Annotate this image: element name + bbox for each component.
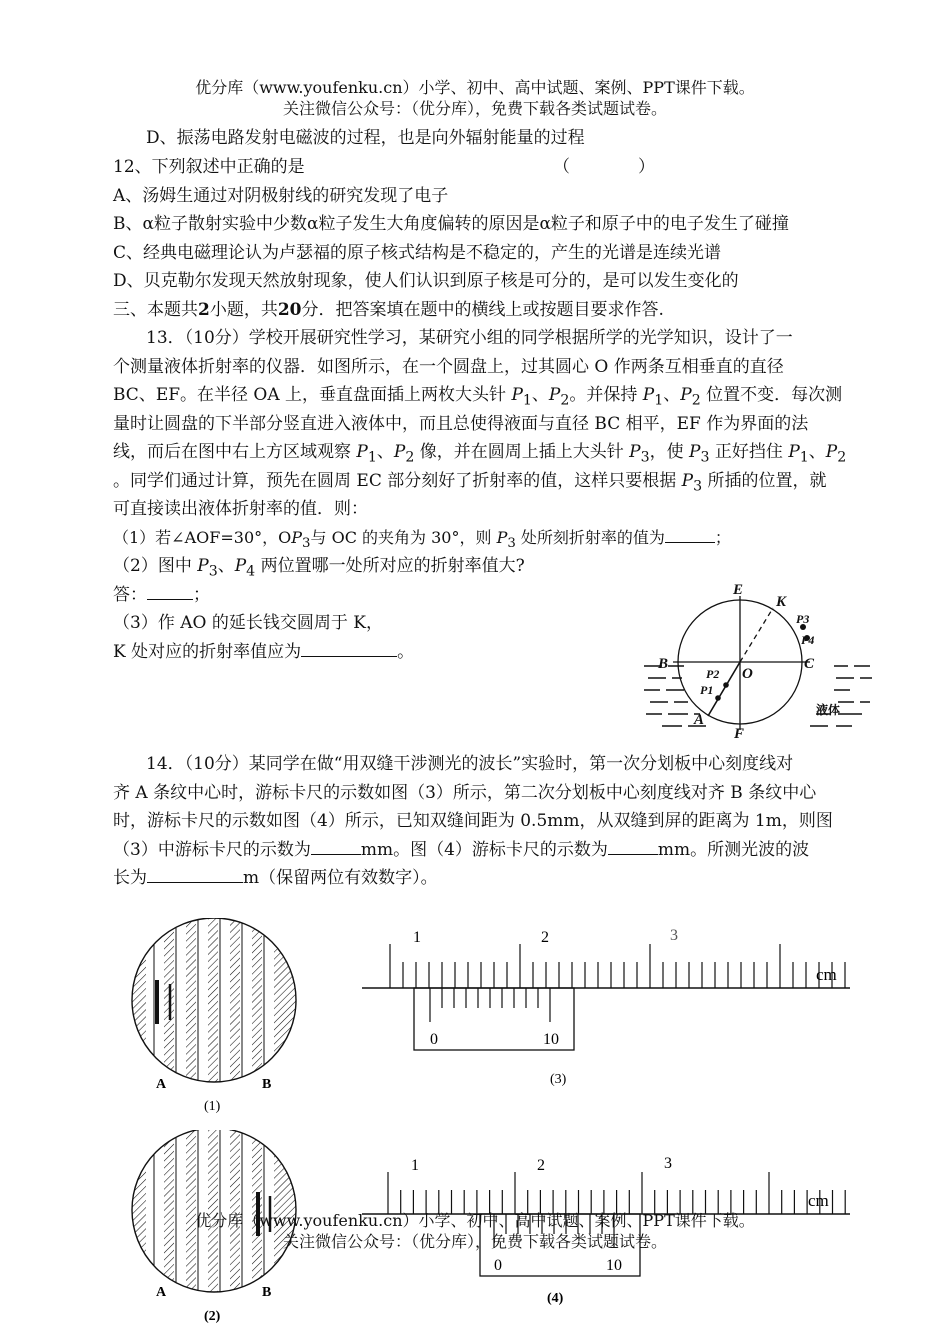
pin-p: P <box>689 442 701 462</box>
vernier-label-10: 10 <box>606 1257 622 1274</box>
pin-p: P <box>393 442 406 462</box>
pin-p: P <box>680 385 692 405</box>
t: 、 <box>531 385 549 405</box>
label-liquid: 液体 <box>816 703 841 717</box>
t: 与 OC 的夹角为 30°，则 <box>310 528 497 547</box>
section-3-title <box>113 296 903 325</box>
t: ； <box>714 528 731 547</box>
liquid-waves <box>644 666 872 726</box>
q12-option-c: C、经典电磁理论认为卢瑟福的原子核式结构是不稳定的，产生的光谱是连续光谱 <box>113 243 722 263</box>
answer-blank[interactable] <box>311 836 361 855</box>
header-line-1: 优分库（www.youfenku.cn）小学、初中、高中试题、案例、PPT课件下载。 <box>195 78 755 97</box>
label-p1: P1 <box>700 683 714 697</box>
answer-blank[interactable] <box>301 638 397 657</box>
sub: 3 <box>302 536 311 552</box>
sub: 2 <box>405 449 415 466</box>
sub: 4 <box>246 563 256 580</box>
t: 正好挡住 <box>709 442 789 462</box>
section-score: 20 <box>277 300 302 320</box>
unit-label: cm <box>808 1191 829 1210</box>
t: 、 <box>376 442 394 462</box>
answer-blank[interactable] <box>147 581 193 600</box>
fringe-figure-1 <box>124 918 309 1118</box>
pin-p: P <box>496 528 508 547</box>
label-a: A <box>694 712 705 728</box>
t: 。并保持 <box>569 385 643 405</box>
t: 、 <box>663 385 681 405</box>
t: m（保留两位有效数字）。 <box>243 868 438 888</box>
pin-p: P <box>197 556 209 576</box>
label-k: K <box>776 594 787 610</box>
main-tick-label-1: 1 <box>413 929 421 946</box>
answer-blank[interactable] <box>665 524 715 543</box>
fringe-caption-1: (1) <box>204 1099 221 1114</box>
q14-line-3: 时，游标卡尺的示数如图（4）所示，已知双缝间距为 0.5mm，从双缝到屏的距离为 1m，则图 <box>113 811 833 831</box>
sub: 3 <box>700 449 710 466</box>
t: 两位置哪一处所对应的折射率值大? <box>255 556 525 576</box>
pin-p: P <box>548 385 561 405</box>
sub: 2 <box>560 392 570 409</box>
t: 线，而后在图中右上方区域观察 <box>113 442 357 462</box>
sub: 2 <box>837 449 847 466</box>
t: （3）中游标卡尺的示数为 <box>113 840 311 860</box>
q14-line-2: 齐 A 条纹中心时，游标卡尺的示数如图（3）所示，第二次分划板中心刻度线对齐 B 条纹中心 <box>113 783 817 803</box>
sub: 1 <box>522 392 532 409</box>
vernier-caption-4: (4) <box>547 1291 564 1306</box>
t: BC、EF。在半径 OA 上，垂直盘面插上两枚大头针 <box>113 385 512 405</box>
fringe-label-a: A <box>156 1285 167 1300</box>
section-title-c: 分．把答案填在题中的横线上或按题目要求作答. <box>301 300 664 320</box>
pin-p: P <box>642 385 655 405</box>
label-p2: P2 <box>706 667 720 681</box>
main-tick-label-1: 1 <box>411 1157 419 1174</box>
main-tick-label-2: 2 <box>537 1157 545 1174</box>
t: ； <box>193 585 210 605</box>
pin-p1 <box>715 695 721 701</box>
sub: 3 <box>208 563 218 580</box>
sub: 3 <box>507 536 516 552</box>
vernier-caption-3: (3) <box>550 1072 567 1087</box>
fringe-label-b: B <box>262 1077 272 1092</box>
q12-stem-text: 12、下列叙述中正确的是 <box>113 157 305 177</box>
refractometer-figure <box>638 578 878 738</box>
section-title-a: 三、本题共 <box>113 300 198 320</box>
t: 处所刻折射率的值为 <box>515 528 665 547</box>
header-line-2: 关注微信公众号：（优分库），免费下载各类试题试卷。 <box>282 99 667 118</box>
q12-stem <box>113 153 903 182</box>
q14-line-4 <box>113 836 903 865</box>
t: 所插的位置，就 <box>702 471 827 491</box>
answer-blank[interactable] <box>608 836 658 855</box>
sub: 2 <box>691 392 701 409</box>
pin-p: P <box>291 528 303 547</box>
page-header <box>0 77 950 119</box>
main-tick-label-2: 2 <box>541 929 549 946</box>
fringe-caption-2: (2) <box>204 1309 221 1324</box>
q11-option-d: D、振荡电路发射电磁波的过程，也是向外辐射能量的过程 <box>146 128 585 148</box>
label-f: F <box>734 726 745 738</box>
pin-p: P <box>681 471 694 491</box>
q14-line-5 <box>113 864 903 893</box>
pin-p: P <box>629 442 641 462</box>
t: 答： <box>113 585 147 605</box>
label-p4: P4 <box>801 633 815 647</box>
q13-line-2: 个测量液体折射率的仪器．如图所示，在一个圆盘上，过其圆心 O 作两条互相垂直的直径 <box>113 357 784 377</box>
t: ，使 <box>649 442 690 462</box>
footer-line-1: 优分库（www.youfenku.cn）小学、初中、高中试题、案例、PPT课件下载。 <box>195 1211 755 1230</box>
label-e: E <box>733 582 744 598</box>
extension-ok <box>740 608 773 662</box>
main-tick-label-3: 3 <box>664 1155 672 1172</box>
pin-p: P <box>788 442 800 462</box>
pin-p: P <box>511 385 523 405</box>
main-tick-label-3: 3 <box>670 927 678 944</box>
sub: 3 <box>640 449 650 466</box>
t: 。 <box>397 642 415 662</box>
q14-line-1: 14．（10分）某同学在做“用双缝干涉测光的波长”实验时，第一次分划板中心刻度线对 <box>146 754 794 774</box>
section-title-b: 小题，共 <box>209 300 278 320</box>
pin-p: P <box>356 442 368 462</box>
pin-p: P <box>234 556 247 576</box>
pin-p: P <box>825 442 838 462</box>
t: mm。图（4）游标卡尺的示数为 <box>360 840 608 860</box>
sub: 1 <box>799 449 809 466</box>
t: （2）图中 <box>113 556 198 576</box>
t: 位置不变．每次测 <box>700 385 843 405</box>
label-o: O <box>742 666 753 682</box>
label-p3: P3 <box>796 612 810 626</box>
t: 、 <box>808 442 826 462</box>
q13-part-3: （3）作 AO 的延长钱交圆周于 K， <box>113 613 383 633</box>
vernier-figure-3 <box>360 920 855 1095</box>
section-count: 2 <box>198 300 210 320</box>
q13-line-7: 可直接读出液体折射率的值．则： <box>113 499 368 519</box>
t: 像，并在圆周上插上大头针 <box>414 442 630 462</box>
pin-p2 <box>723 682 729 688</box>
sub: 1 <box>654 392 664 409</box>
t: K 处对应的折射率值应为 <box>113 642 302 662</box>
q12-answer-paren: （ ） <box>553 157 655 177</box>
footer-line-2: 关注微信公众号：（优分库），免费下载各类试题试卷。 <box>282 1232 667 1251</box>
unit-label: cm <box>816 965 837 984</box>
fringe-label-a: A <box>156 1077 167 1092</box>
q13-line-1: 13．（10分）学校开展研究性学习，某研究小组的同学根据所学的光学知识，设计了一 <box>146 328 793 348</box>
q12-option-a: A、汤姆生通过对阴极射线的研究发现了电子 <box>113 186 449 206</box>
q12-option-b: B、α粒子散射实验中少数α粒子发生大角度偏转的原因是α粒子和原子中的电子发生了碰撞 <box>113 214 789 234</box>
answer-blank[interactable] <box>147 864 243 883</box>
label-b: B <box>658 656 669 672</box>
t: mm。所测光波的波 <box>657 840 810 860</box>
sub: 1 <box>367 449 377 466</box>
label-c: C <box>804 656 815 672</box>
vernier-label-10: 10 <box>543 1031 559 1048</box>
q12-option-d: D、贝克勒尔发现天然放射现象，使人们认识到原子核是可分的，是可以发生变化的 <box>113 271 739 291</box>
t: 。同学们通过计算，预先在圆周 EC 部分刻好了折射率的值，这样只要根据 <box>113 471 682 491</box>
sub: 3 <box>693 478 703 495</box>
vernier-label-0: 0 <box>430 1031 438 1048</box>
page-footer <box>0 1210 950 1252</box>
t: （1）若∠AOF=30°，O <box>113 528 292 547</box>
fringe-label-b: B <box>262 1285 272 1300</box>
q13-line-4: 量时让圆盘的下半部分竖直进入液体中，而且总使得液面与直径 BC 相平，EF 作为界面的法 <box>113 414 809 434</box>
vernier-label-0: 0 <box>494 1257 502 1274</box>
t: 长为 <box>113 868 147 888</box>
t: 、 <box>217 556 235 576</box>
